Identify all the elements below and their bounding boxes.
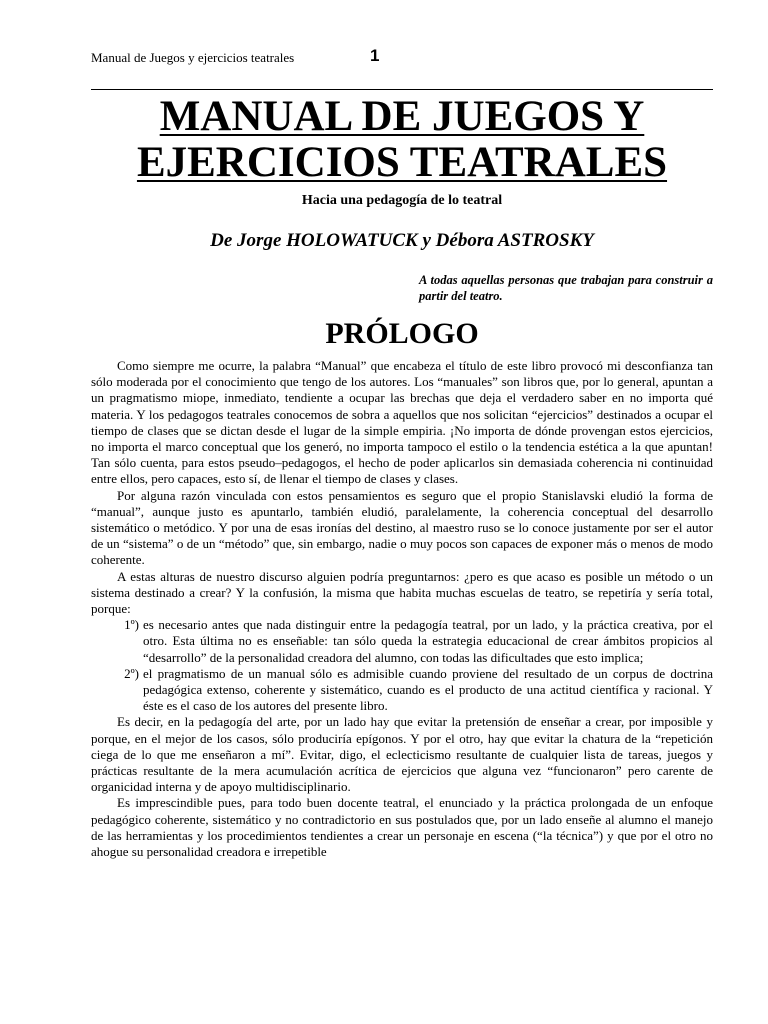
header-rule (91, 89, 713, 90)
paragraph: Es decir, en la pedagogía del arte, por un lado hay que evitar la pretensión de enseñar a crear, por imposible y porque, en el mejor de los casos, sólo produciría epígonos. Y por el otro, hay que evitar la chatura de la “repetición ciega de lo que me enseñaron a mí”. Evitar, digo, el eclecticismo resultante de cualquier lista de tareas, juegos y prácticas resultante de la mera acumulación acrítica de ejercicios que alguna vez “funcionaron” pero carente de organicidad interna y de apoyo multidisciplinario. (91, 714, 713, 795)
document-authors: De Jorge HOLOWATUCK y Débora ASTROSKY (210, 230, 594, 251)
running-header (91, 46, 713, 68)
header-title: Manual de Juegos y ejercicios teatrales (91, 50, 295, 65)
title-line-1: MANUAL DE JUEGOS Y (159, 93, 645, 140)
dedication: A todas aquellas personas que trabajan para construir a partir del teatro. (419, 273, 713, 303)
list-text: es necesario antes que nada distinguir entre la pedagogía teatral, por un lado, y la práctica creativa, por el otro. Esta última no es enseñable: tan sólo queda la estrategia educacional de crear ámbitos propicios al “desarrollo” de la personalidad creadora del alumno, con todas las dificultades que esto implica; (143, 617, 713, 665)
document-subtitle: Hacia una pedagogía de lo teatral (301, 193, 503, 208)
list-number: 1º) (124, 617, 139, 633)
paragraph: A estas alturas de nuestro discurso alguien podría preguntarnos: ¿pero es que acaso es posible un método o un sistema destinado a crear? Y la confusión, la misma que habita muchas escuelas de teatro, se repetiría y sería total, porque: (91, 568, 713, 617)
body-text (91, 358, 713, 860)
list-number: 2º) (124, 665, 139, 681)
page-number: 1 (370, 46, 380, 65)
list-item (91, 666, 713, 715)
paragraph: Como siempre me ocurre, la palabra “Manual” que encabeza el título de este libro provocó mi desconfianza tan sólo moderada por el conocimiento que tengo de los autores. Los “manuales” son libros que, por lo general, apuntan a un pragmatismo miope, inmediato, tendiente a ocupar las brechas que deja el verdadero saber en no importa qué materia. Y los pedagogos teatrales conocemos de sobra a aquellos que nos solicitan “ejercicios” destinados a ocupar el tiempo de clases que se dictan desde el lugar de la simple empiria. ¡No importa de dónde provengan estos ejercicios, no importa el marco conceptual que los generó, no importa tampoco el estilo o la tendencia estética a la que apuntan! Tan sólo cuenta, para estos pseudo–pedagogos, el hecho de poder aplicarlos sin demasiada coherencia ni continuidad entre ellos, pero capaces, esto sí, de llenar el tiempo de clases y clases. (91, 358, 713, 487)
title-line-2: EJERCICIOS TEATRALES (136, 139, 668, 186)
list-item (91, 617, 713, 666)
list-text: el pragmatismo de un manual sólo es admisible cuando proviene del resultado de un corpus de doctrina pedagógica extenso, coherente y sistemático, cuando es el producto de una actitud científica y racional. Y éste es el caso de los autores del presente libro. (143, 665, 713, 714)
paragraph: Por alguna razón vinculada con estos pensamientos es seguro que el propio Stanislavski eludió la forma de “manual”, aunque justo es apuntarlo, también eludió, paralelamente, la coherencia conceptual del desarrollo sistemático o metódico. Y por una de esas ironías del destino, al maestro ruso se lo conoce justamente por ser el autor de un “sistema” o de un “método” que, sin embargo, nadie o muy pocos son capaces de exponer más o menos de modo coherente. (91, 487, 713, 568)
section-title: PRÓLOGO (325, 317, 479, 350)
paragraph: Es imprescindible pues, para todo buen docente teatral, el enunciado y la práctica prolongada de un enfoque pedagógico coherente, sistemático y no contradictorio en sus postulados que, por un lado enseñe al alumno el manejo de las herramientas y los procedimientos tendientes a crear un personaje en escena (“la técnica”) y que por el otro no ahogue su personalidad creadora e irrepetible (91, 795, 713, 860)
document-title (91, 94, 713, 186)
